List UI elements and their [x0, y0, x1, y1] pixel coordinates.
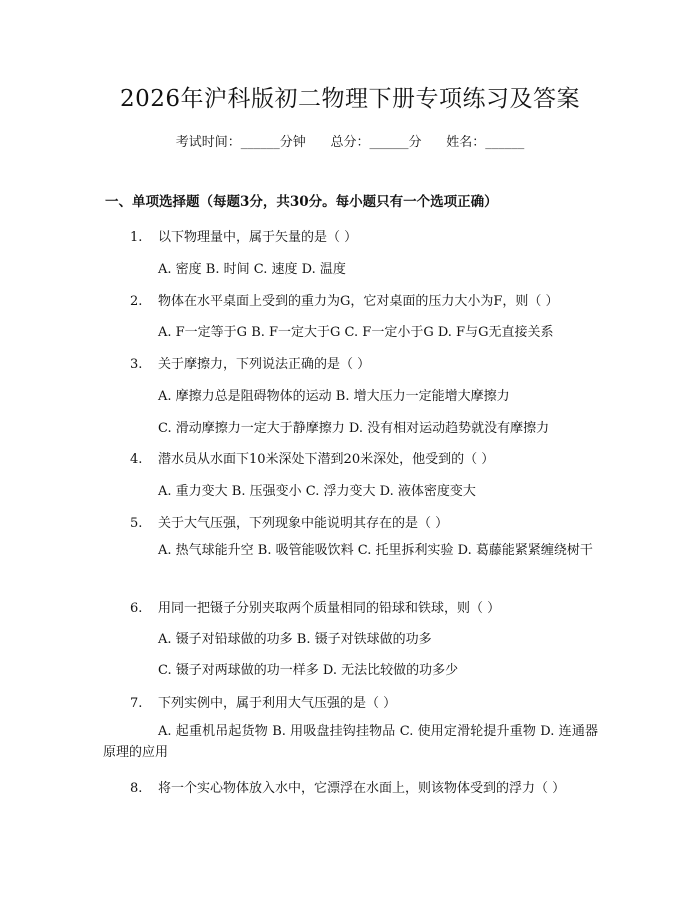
- question-6-options-ab: A. 镊子对铅球做的功多 B. 镊子对铁球做的功多: [158, 632, 432, 647]
- question-2-options: A. F一定等于G B. F一定大于G C. F一定小于G D. F与G无直接关系: [158, 325, 554, 340]
- question-stem: 用同一把镊子分别夹取两个质量相同的铅球和铁球，则（ ）: [158, 601, 501, 616]
- exam-meta-line: 考试时间：______分钟 总分：______分 姓名：______: [175, 135, 525, 150]
- question-4: [130, 448, 494, 467]
- question-stem: 以下物理量中，属于矢量的是（ ）: [158, 230, 358, 245]
- question-number: 4.: [130, 452, 143, 467]
- question-7: [130, 692, 396, 711]
- question-5: [130, 512, 448, 531]
- question-6-options-cd: C. 镊子对两球做的功一样多 D. 无法比较做的功多少: [158, 663, 459, 678]
- question-stem: 下列实例中，属于利用大气压强的是（ ）: [158, 696, 397, 711]
- question-8: [130, 777, 565, 796]
- question-number: 2.: [130, 294, 143, 309]
- question-4-options: A. 重力变大 B. 压强变小 C. 浮力变大 D. 液体密度变大: [158, 484, 476, 499]
- question-stem: 潜水员从水面下10米深处下潜到20米深处，他受到的（ ）: [158, 452, 495, 467]
- question-3-options-ab: A. 摩擦力总是阻碍物体的运动 B. 增大压力一定能增大摩擦力: [158, 389, 510, 404]
- document-title: 2026年沪科版初二物理下册专项练习及答案: [119, 86, 581, 112]
- question-number: 6.: [130, 601, 143, 616]
- question-2: [130, 290, 559, 309]
- section-heading-single-choice: 一、单项选择题（每题3分，共30分。每小题只有一个选项正确）: [105, 194, 498, 210]
- question-number: 7.: [130, 696, 143, 711]
- question-3: [130, 353, 370, 372]
- question-1: [130, 226, 357, 245]
- question-5-options: A. 热气球能升空 B. 吸管能吸饮料 C. 托里拆利实验 D. 葛藤能紧紧缠绕树干: [158, 543, 593, 558]
- question-7-options: A. 起重机吊起货物 B. 用吸盘挂钩挂物品 C. 使用定滑轮提升重物 D. 连通器原理的应用: [103, 724, 598, 760]
- question-stem: 关于摩擦力，下列说法正确的是（ ）: [158, 357, 371, 372]
- question-stem: 物体在水平桌面上受到的重力为G，它对桌面的压力大小为F，则（ ）: [158, 294, 559, 309]
- question-stem: 关于大气压强，下列现象中能说明其存在的是（ ）: [158, 516, 449, 531]
- question-6: [130, 597, 500, 616]
- question-1-options: A. 密度 B. 时间 C. 速度 D. 温度: [158, 262, 346, 277]
- question-number: 8.: [130, 781, 143, 796]
- question-stem: 将一个实心物体放入水中，它漂浮在水面上，则该物体受到的浮力（ ）: [158, 781, 566, 796]
- question-3-options-cd: C. 滑动摩擦力一定大于静摩擦力 D. 没有相对运动趋势就没有摩擦力: [158, 421, 550, 436]
- question-number: 5.: [130, 516, 143, 531]
- question-number: 1.: [130, 230, 143, 245]
- question-number: 3.: [130, 357, 143, 372]
